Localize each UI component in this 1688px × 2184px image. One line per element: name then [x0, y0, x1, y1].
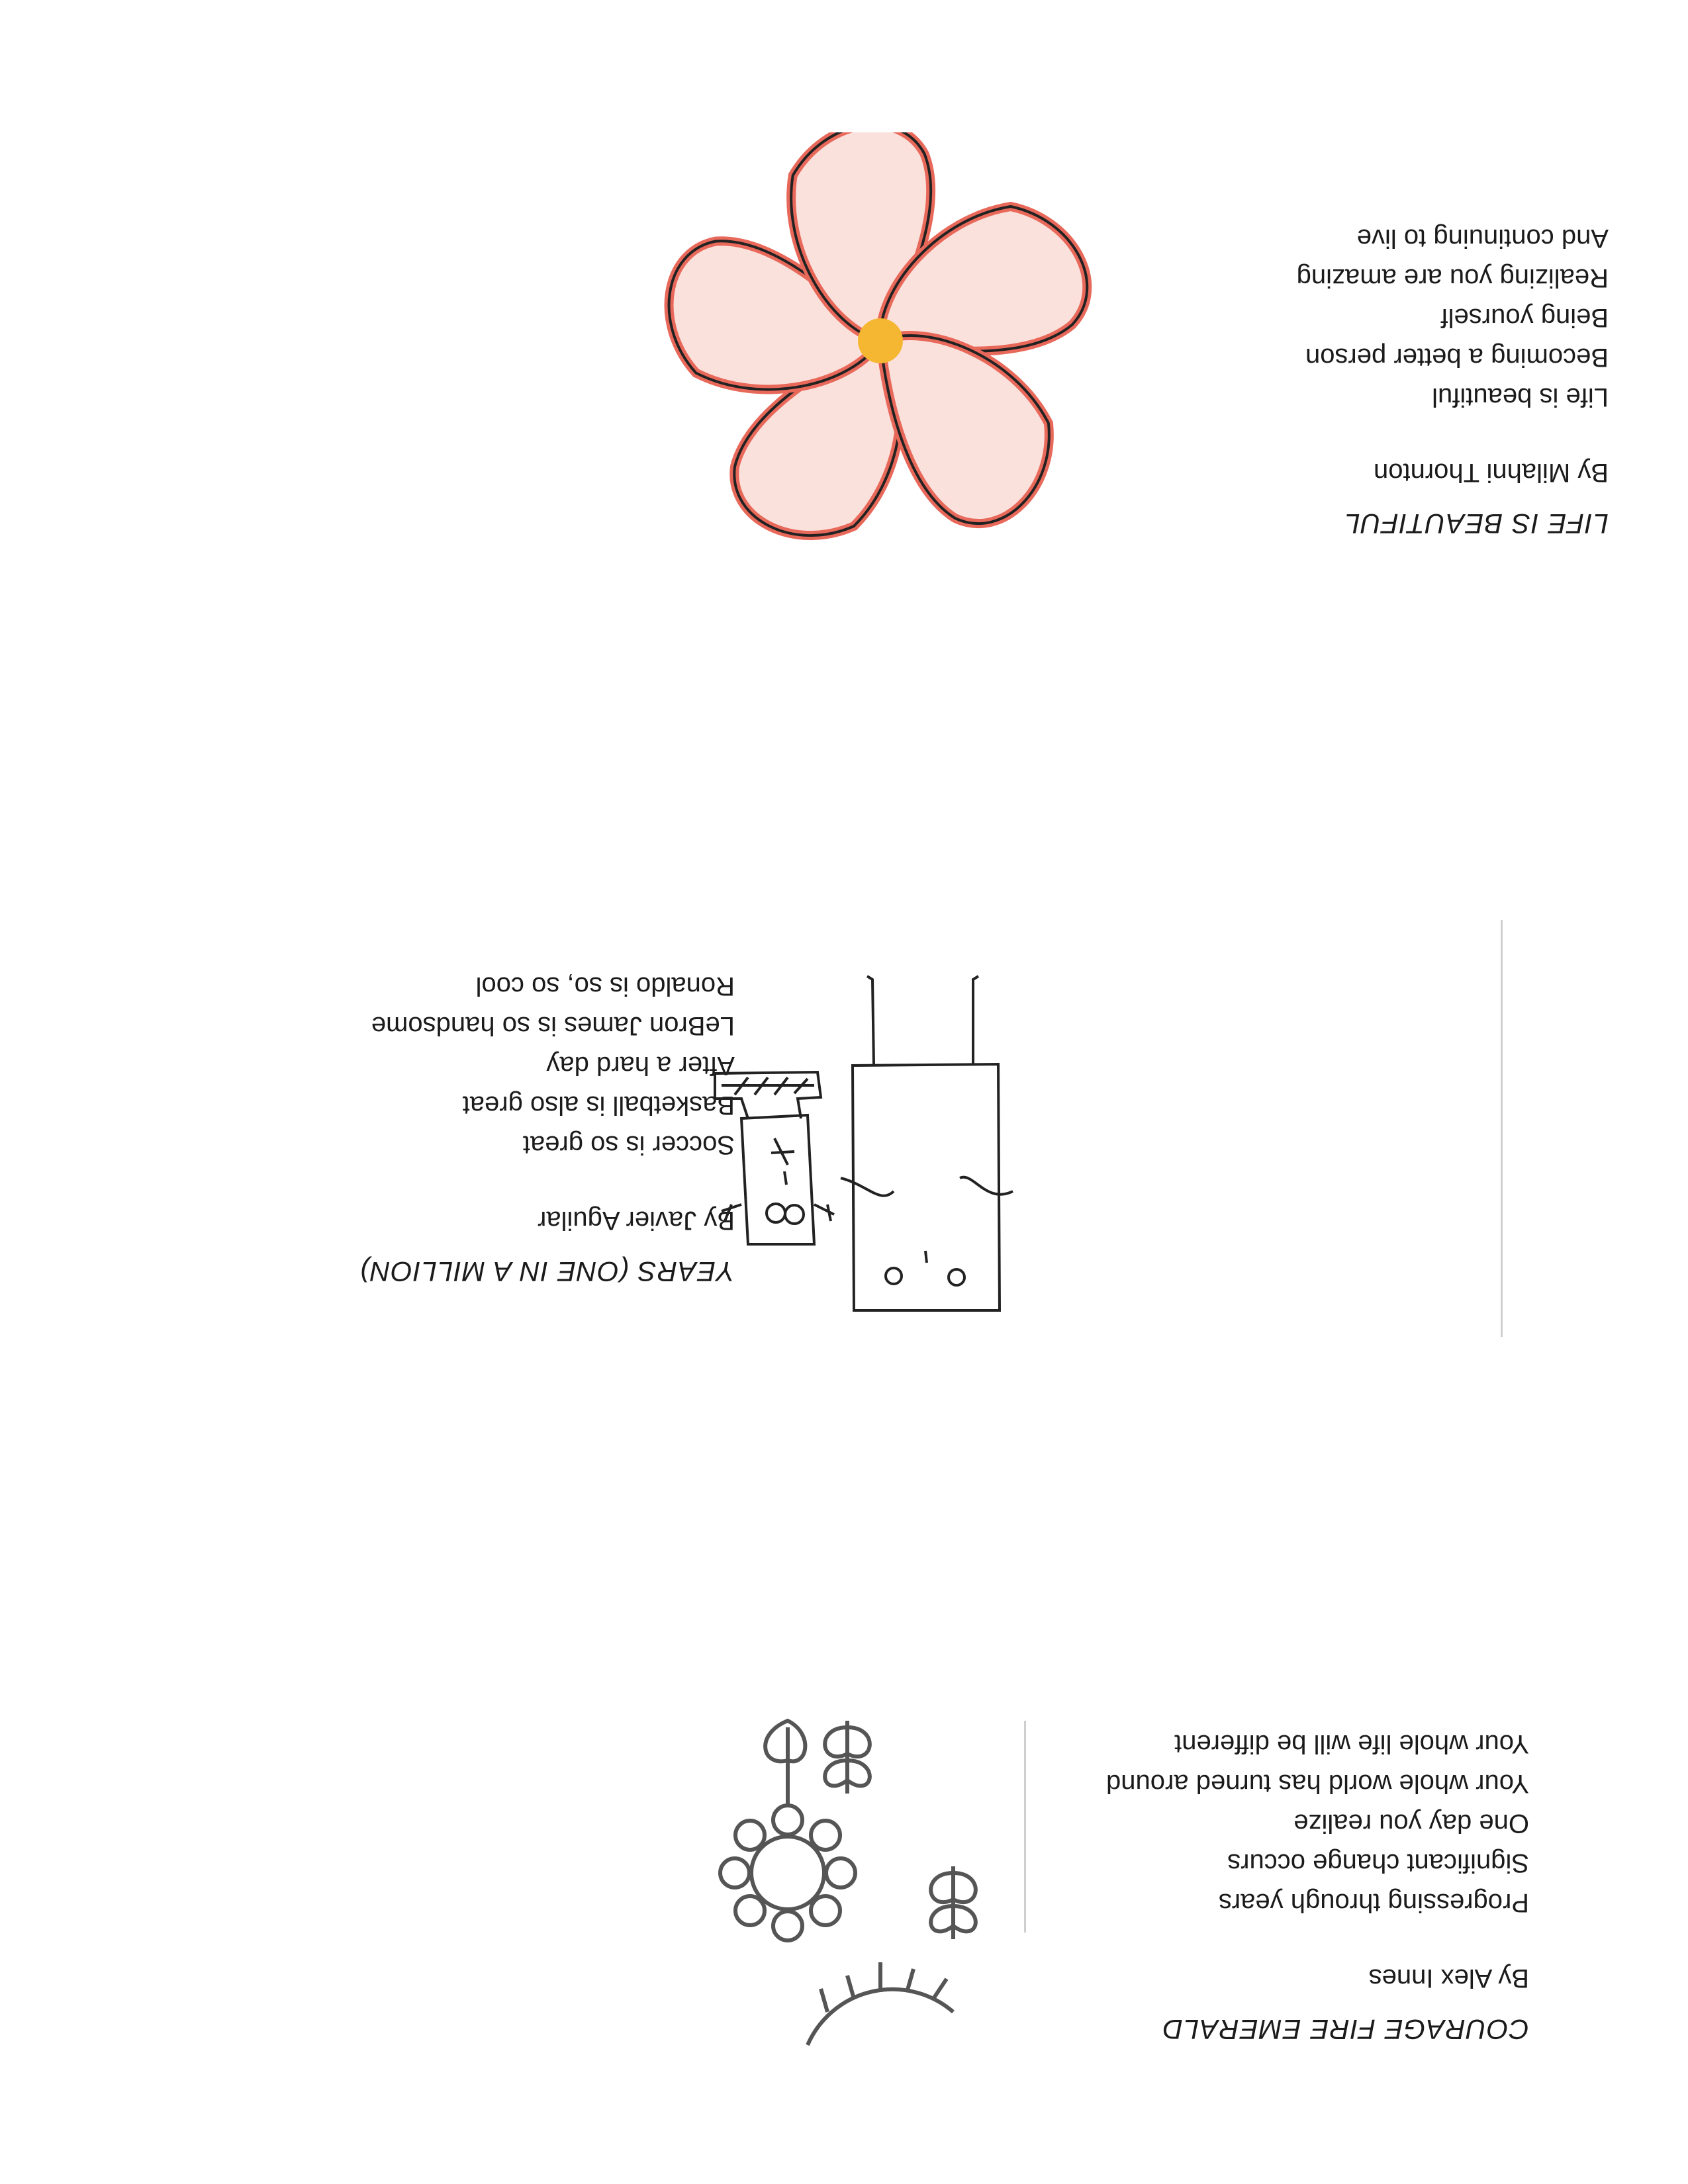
poem-line: Progressing through years: [1218, 1888, 1529, 1917]
tall-character: [841, 976, 1013, 1310]
poem-line: LeBron James is so handsome: [371, 1011, 735, 1040]
poem-lines: [139, 966, 735, 1165]
garden-drawing: [622, 1688, 1019, 2085]
poem-line: After a hard day: [546, 1051, 735, 1080]
separator-line: [1024, 1721, 1026, 1933]
poem-author: By Milahni Thornton: [1374, 458, 1609, 487]
poem-line: Becoming a better person: [1305, 343, 1609, 372]
cartoon-figures-drawing: [682, 927, 1026, 1337]
flower-center: [858, 318, 903, 363]
poem-line: Ronaldo is so, so cool: [475, 972, 735, 1001]
plumeria-flower-drawing: [655, 132, 1105, 543]
poem-line: Your whole world has turned around: [1106, 1769, 1529, 1798]
poem-author: By Javier Aguilar: [538, 1206, 735, 1235]
poem-title: COURAGE FIRE EMERALD: [1162, 2014, 1529, 2045]
poem-line: Significant change occurs: [1227, 1848, 1529, 1878]
poem-title: LIFE IS BEAUTIFUL: [1344, 508, 1609, 539]
poem-line: And continuing to live: [1356, 224, 1609, 253]
poem-courage-fire-emerald: [933, 1724, 1529, 2048]
separator-line: [1501, 920, 1503, 1337]
poem-author: By Alex Innes: [1368, 1964, 1529, 1993]
poem-line: Your whole life will be different: [1174, 1729, 1529, 1758]
poem-title: YEARS (ONE IN A MILLION): [359, 1256, 735, 1287]
poem-line: Soccer is so great: [522, 1130, 735, 1160]
small-character: [715, 1072, 834, 1244]
butterfly: [825, 1721, 870, 1794]
sun: [808, 1962, 953, 2045]
poem-line: Basketball is also great: [462, 1091, 735, 1120]
poem-line: Being yourself: [1440, 303, 1609, 332]
poem-line: One day you realize: [1293, 1809, 1529, 1838]
poem-line: Life is beautiful: [1432, 383, 1609, 412]
poem-line: Realizing you are amazing: [1296, 263, 1609, 293]
sunflower: [720, 1721, 855, 1940]
poem-years: [139, 966, 735, 1291]
butterfly: [931, 1866, 976, 1939]
poem-lines: [933, 1724, 1529, 1923]
